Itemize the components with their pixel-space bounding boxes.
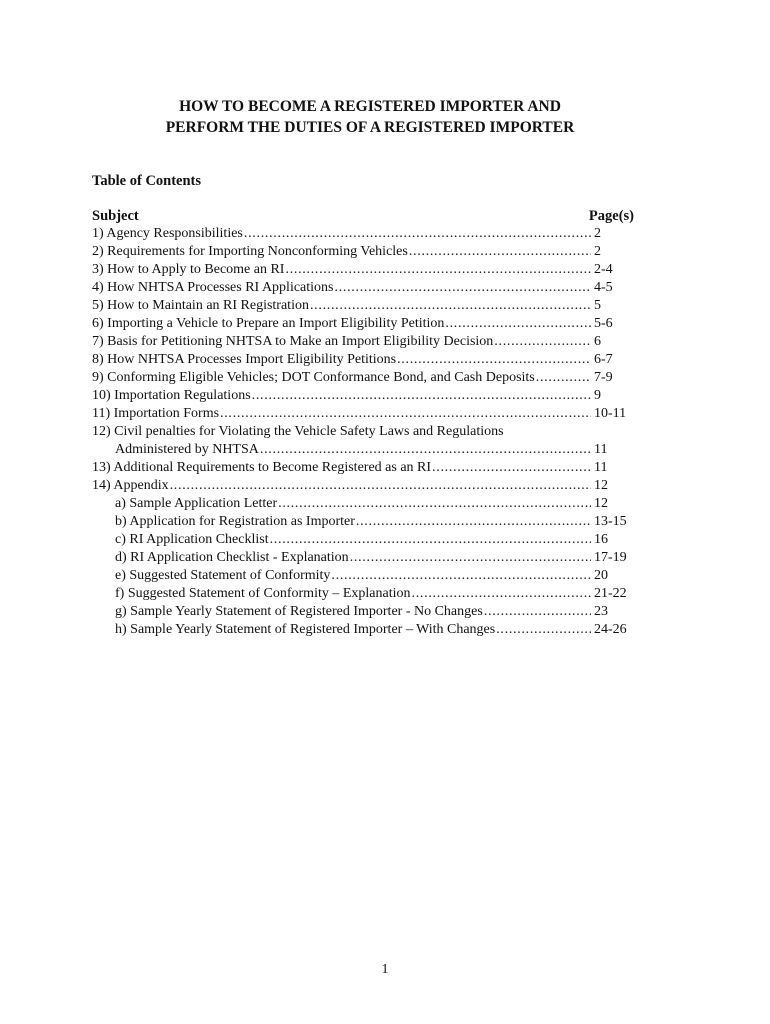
subject-column-header: Subject: [92, 208, 139, 224]
toc-entry-title: a) Sample Application Letter: [115, 496, 278, 511]
toc-entry-pages: 13-15: [594, 514, 627, 529]
dot-leader: [170, 477, 591, 495]
toc-entry-title: e) Suggested Statement of Conformity: [115, 568, 331, 583]
toc-entry-pages: 17-19: [594, 550, 627, 565]
dot-leader: [445, 315, 591, 333]
toc-entry-pages: 6-7: [594, 352, 613, 367]
toc-entry: [92, 225, 634, 243]
toc-entry-pages: 23: [594, 604, 608, 619]
toc-entry-title: 13) Additional Requirements to Become Registered as an RI: [92, 460, 432, 475]
toc-entry: [92, 495, 634, 513]
dot-leader: [220, 405, 591, 423]
pages-column-header: Page(s): [588, 208, 634, 224]
toc-entry-pages: 6: [594, 334, 601, 349]
toc-entry-pages: 5: [594, 298, 601, 313]
dot-leader: [244, 225, 591, 243]
dot-leader: [412, 585, 591, 603]
dot-leader: [409, 243, 591, 261]
dot-leader: [536, 369, 591, 387]
dot-leader: [285, 261, 591, 279]
toc-entry-title: 4) How NHTSA Processes RI Applications: [92, 280, 334, 295]
toc-entry: [92, 405, 634, 423]
toc-entry: [92, 261, 634, 279]
toc-entry: [92, 297, 634, 315]
dot-leader: [260, 441, 591, 459]
toc-entry: [92, 423, 634, 441]
dot-leader: [278, 495, 591, 513]
toc-entry-title: 12) Civil penalties for Violating the Vehicle Safety Laws and Regulations: [92, 424, 504, 439]
toc-entry-title: 3) How to Apply to Become an RI: [92, 262, 285, 277]
toc-entry-pages: 12: [594, 496, 608, 511]
toc-entry-pages: 16: [594, 532, 608, 547]
toc-entry: [92, 243, 634, 261]
toc-entry-pages: 9: [594, 388, 601, 403]
title-line-2: PERFORM THE DUTIES OF A REGISTERED IMPORTER: [165, 119, 575, 136]
toc-entry-title: 14) Appendix: [92, 478, 169, 493]
toc-entry-title: c) RI Application Checklist: [115, 532, 269, 547]
toc-entry: [92, 333, 634, 351]
toc-entry-title: 8) How NHTSA Processes Import Eligibility Petitions: [92, 352, 397, 367]
toc-entry-title: Administered by NHTSA: [115, 442, 259, 457]
toc-entry: [92, 621, 634, 639]
dot-leader: [494, 333, 591, 351]
table-of-contents: [92, 207, 634, 639]
toc-entry: [92, 603, 634, 621]
toc-heading: Table of Contents: [92, 173, 202, 189]
toc-entry-pages: 5-6: [594, 316, 613, 331]
toc-entry-pages: 12: [594, 478, 608, 493]
dot-leader: [496, 621, 591, 639]
title-line-1: HOW TO BECOME A REGISTERED IMPORTER AND: [179, 98, 561, 115]
toc-entry: [92, 459, 634, 477]
toc-entry-title: 11) Importation Forms: [92, 406, 220, 421]
dot-leader: [310, 297, 591, 315]
toc-entry-pages: 11: [594, 442, 608, 457]
toc-entry-pages: 21-22: [594, 586, 627, 601]
dot-leader: [356, 513, 591, 531]
dot-leader: [270, 531, 591, 549]
toc-entry-title: f) Suggested Statement of Conformity – Explanation: [115, 586, 411, 601]
toc-entry-pages: 4-5: [594, 280, 613, 295]
toc-entry-title: b) Application for Registration as Importer: [115, 514, 355, 529]
toc-entry: [92, 369, 634, 387]
toc-entry-title: 10) Importation Regulations: [92, 388, 251, 403]
dot-leader: [252, 387, 591, 405]
toc-entry: [92, 585, 634, 603]
toc-entry: [92, 387, 634, 405]
toc-entry: [92, 477, 634, 495]
toc-entry: [92, 513, 634, 531]
toc-entry-pages: 7-9: [594, 370, 613, 385]
toc-entry-pages: 2-4: [594, 262, 613, 277]
toc-entry: [92, 315, 634, 333]
toc-entry: [92, 567, 634, 585]
toc-entry-pages: 2: [594, 226, 601, 241]
toc-column-headers: [92, 207, 634, 225]
dot-leader: [331, 567, 591, 585]
toc-entry-title: h) Sample Yearly Statement of Registered Importer – With Changes: [115, 622, 496, 637]
dot-leader: [432, 459, 591, 477]
toc-entry-pages: 2: [594, 244, 601, 259]
toc-entry: [92, 441, 634, 459]
toc-entry: [92, 531, 634, 549]
toc-entry-title: 6) Importing a Vehicle to Prepare an Import Eligibility Petition: [92, 316, 445, 331]
toc-entry-pages: 24-26: [594, 622, 627, 637]
toc-entry-title: g) Sample Yearly Statement of Registered Importer - No Changes: [115, 604, 483, 619]
toc-entry-title: d) RI Application Checklist - Explanation: [115, 550, 349, 565]
toc-entry: [92, 279, 634, 297]
toc-entry-pages: 20: [594, 568, 608, 583]
toc-entry-pages: 11: [594, 460, 608, 475]
toc-entry: [92, 549, 634, 567]
toc-entry-title: 7) Basis for Petitioning NHTSA to Make an Import Eligibility Decision: [92, 334, 494, 349]
dot-leader: [335, 279, 592, 297]
dot-leader: [350, 549, 591, 567]
dot-leader: [397, 351, 591, 369]
document-title: [90, 96, 650, 138]
toc-entry-title: 9) Conforming Eligible Vehicles; DOT Conformance Bond, and Cash Deposits: [92, 370, 535, 385]
toc-entry-title: 2) Requirements for Importing Nonconforming Vehicles: [92, 244, 408, 259]
toc-entry-title: 1) Agency Responsibilities: [92, 226, 243, 241]
toc-entry-title: 5) How to Maintain an RI Registration: [92, 298, 309, 313]
page-number: 1: [381, 962, 389, 977]
toc-entry: [92, 351, 634, 369]
dot-leader: [484, 603, 591, 621]
toc-entry-pages: 10-11: [594, 406, 627, 421]
